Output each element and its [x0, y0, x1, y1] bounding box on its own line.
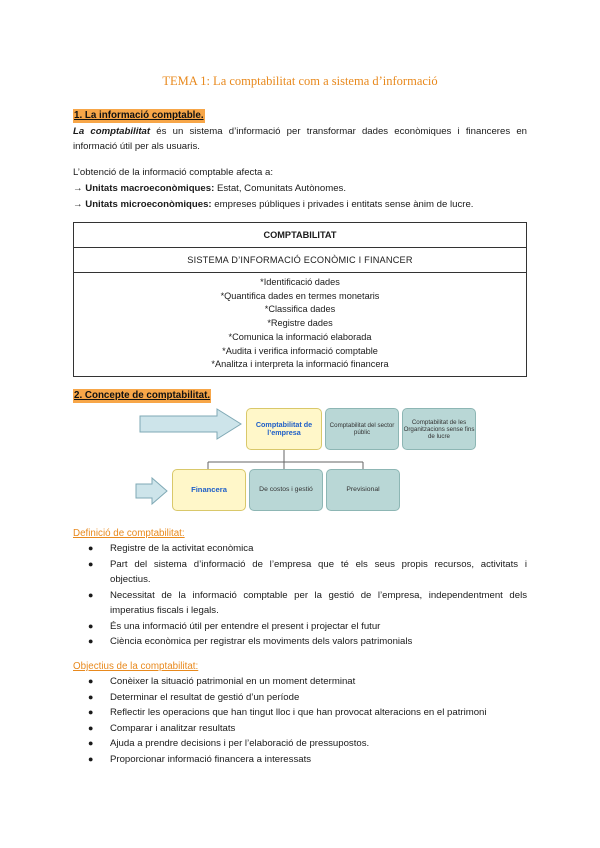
bullet-icon: ●	[88, 558, 94, 569]
bottom-arrow-shape	[136, 478, 167, 504]
obtaining-text: L’obtenció de la informació comptable afecta a:	[73, 167, 273, 178]
box-comptabilitat-empresa: Comptabilitat de l’empresa	[246, 408, 322, 450]
list-item: ● És una informació útil per entendre el present i projectar el futur	[73, 619, 527, 635]
page-title: TEMA 1: La comptabilitat com a sistema d’informació	[162, 74, 438, 88]
table-subheader: SISTEMA D’INFORMACIÓ ECONÒMIC I FINANCER	[74, 248, 527, 273]
box-financera: Financera	[172, 469, 246, 511]
box-costos-gestio: De costos i gestió	[249, 469, 323, 511]
bullet-icon: ●	[88, 722, 94, 733]
objectius-list	[73, 674, 527, 767]
list-item: ● Comparar i analitzar resultats	[73, 721, 527, 737]
box-sector-public: Comptabilitat del sector públic	[325, 408, 399, 450]
list-item: ● Registre de la activitat econòmica	[73, 541, 527, 557]
table-header: COMPTABILITAT	[74, 223, 527, 248]
table-item: *Identificació dades	[260, 277, 340, 287]
macro-text: Estat, Comunitats Autònomes.	[216, 183, 346, 194]
box-previsional: Previsional	[326, 469, 400, 511]
definicio-heading: Definició de comptabilitat:	[73, 528, 185, 539]
intro-line-1	[73, 124, 527, 139]
objectius-heading: Objectius de la comptabilitat:	[73, 661, 199, 672]
macro-line	[73, 181, 527, 196]
list-item: ● Conèixer la situació patrimonial en un moment determinat	[73, 674, 527, 690]
bullet-icon: ●	[88, 676, 94, 686]
micro-text: empreses públiques i privades i entitats sense ànim de lucre.	[214, 199, 474, 210]
list-item: ● Reflectir les operacions que han tingut lloc i que han provocat alteracions en el patrimoni	[73, 705, 527, 721]
list-item: ● Part del sistema d’informació de l’empresa que té els seus propis recursos, activitats i	[73, 557, 527, 573]
micro-line	[73, 197, 527, 212]
intro-line-2: informació útil per als usuaris.	[73, 141, 200, 152]
list-item-continuation: objectius.	[110, 574, 151, 585]
bullet-icon: ●	[88, 691, 94, 702]
table-items	[74, 273, 527, 377]
intro-term: La comptabilitat	[73, 126, 151, 137]
table-item: *Quantifica dades en termes monetaris	[220, 290, 380, 301]
comptabilitat-table	[73, 222, 527, 377]
bullet-icon: ●	[88, 543, 94, 553]
table-item: *Registre dades	[267, 318, 333, 329]
macro-label: Unitats macroeconòmiques:	[85, 183, 215, 194]
list-item: ● Necessitat de la informació comptable per la gestió de l’empresa, independentment dels	[73, 588, 527, 604]
definicio-list	[73, 541, 527, 650]
macro-arrow-icon: →	[73, 183, 83, 194]
list-item-continuation: imperatius fiscals i legals.	[110, 605, 219, 616]
objectius-heading-wrap	[73, 659, 527, 674]
section-1-heading: 1. La informació comptable.	[74, 110, 204, 121]
section-1-heading-wrap	[73, 108, 527, 123]
bullet-icon: ●	[88, 589, 94, 600]
section-2-heading-wrap	[73, 388, 527, 403]
definicio-heading-wrap	[73, 526, 527, 541]
table-item: *Comunica la informació elaborada	[228, 331, 372, 342]
table-item: *Analitza i interpreta la informació financera	[211, 359, 389, 370]
bullet-icon: ●	[88, 620, 94, 631]
table-item: *Classifica dades	[264, 304, 336, 315]
section-2-heading: 2. Concepte de comptabilitat.	[74, 390, 211, 401]
list-item: ● Determinar el resultat de gestió d’un període	[73, 690, 527, 706]
table-item: *Audita i verifica informació comptable	[222, 345, 378, 356]
micro-arrow-icon: →	[73, 199, 83, 210]
list-item: ● Ajuda a prendre decisions i per l’elaboració de pressupostos.	[73, 736, 527, 752]
bullet-icon: ●	[88, 636, 94, 646]
list-item: ● Proporcionar informació financera a interessats	[73, 752, 527, 768]
bullet-icon: ●	[88, 738, 94, 748]
list-item: ● Ciència econòmica per registrar els moviments dels valors patrimonials	[73, 634, 527, 650]
bullet-icon: ●	[88, 753, 94, 764]
box-organitzacions: Comptabilitat de les Organitzacions sense fins de lucre	[402, 408, 476, 450]
intro-rest: és un sistema d’informació per transformar dades econòmiques i financeres en	[156, 126, 527, 137]
top-arrow-shape	[140, 409, 241, 439]
micro-label: Unitats microeconòmiques:	[85, 199, 212, 210]
bullet-icon: ●	[88, 707, 94, 717]
